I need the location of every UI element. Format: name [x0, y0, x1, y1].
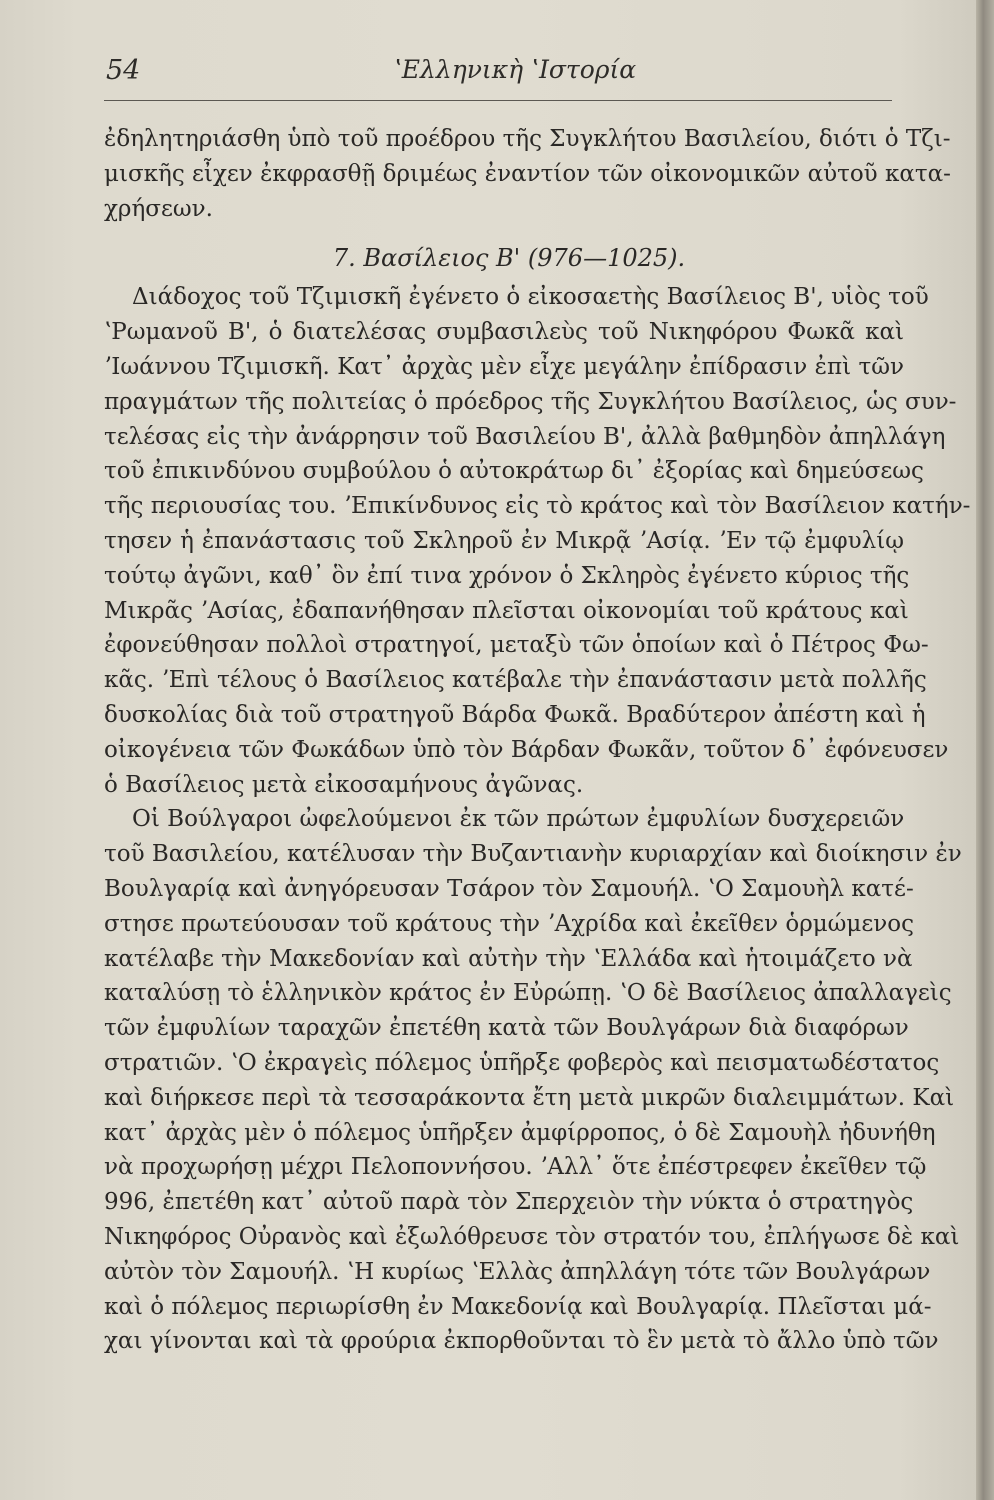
text-line: τελέσας εἰς τὴν ἀνάρρησιν τοῦ Βασιλείου Β', ἀλλὰ βαθμηδὸν ἀπηλλάγη [104, 423, 946, 450]
text-line: δυσκολίας διὰ τοῦ στρατηγοῦ Βάρδα Φωκᾶ. Βραδύτερον ἀπέστη καὶ ἡ [104, 701, 926, 728]
book-spine [976, 0, 994, 1500]
text-line: κατ᾽ ἀρχὰς μὲν ὁ πόλεμος ὑπῆρξεν ἀμφίρροπος, ὁ δὲ Σαμουὴλ ἠδυνήθη [104, 1119, 936, 1146]
text-line: τούτῳ ἀγῶνι, καθ᾽ ὃν ἐπί τινα χρόνον ὁ Σκληρὸς ἐγένετο κύριος τῆς [104, 562, 910, 589]
text-line: χαι γίνονται καὶ τὰ φρούρια ἐκπορθοῦνται τὸ ἓν μετὰ τὸ ἄλλο ὑπὸ τῶν [104, 1328, 939, 1355]
text-line: τῆς περιουσίας του. ʼΕπικίνδυνος εἰς τὸ κράτος καὶ τὸν Βασίλειον κατήν- [104, 493, 971, 520]
paragraph-basil-accession [104, 280, 971, 802]
paragraph-bulgarians [104, 802, 962, 1359]
text-line: τοῦ ἐπικινδύνου συμβούλου ὁ αὐτοκράτωρ δι᾽ ἐξορίας καὶ δημεύσεως [104, 458, 924, 485]
header-rule [104, 100, 892, 101]
text-line: τησεν ἡ ἐπανάστασις τοῦ Σκληροῦ ἐν Μικρᾷ ʼΑσίᾳ. ʼΕν τῷ ἐμφυλίῳ [104, 527, 904, 554]
running-head [100, 55, 900, 95]
text-line: κᾶς. ʼΕπὶ τέλους ὁ Βασίλειος κατέβαλε τὴν ἐπανάστασιν μετὰ πολλῆς [104, 667, 927, 694]
text-line: 996, ἐπετέθη κατ᾽ αὐτοῦ παρὰ τὸν Σπερχειὸν τὴν νύκτα ὁ στρατηγὸς [104, 1189, 914, 1216]
text-line: Βουλγαρίᾳ καὶ ἀνηγόρευσαν Τσάρον τὸν Σαμουήλ. ʽΟ Σαμουὴλ κατέ- [104, 875, 914, 902]
text-line: ἐφονεύθησαν πολλοὶ στρατηγοί, μεταξὺ τῶν ὁποίων καὶ ὁ Πέτρος Φω- [104, 632, 929, 659]
text-line: αὐτὸν τὸν Σαμουήλ. ʽΗ κυρίως ʽΕλλὰς ἀπηλλάγη τότε τῶν Βουλγάρων [104, 1258, 931, 1285]
text-line: Διάδοχος τοῦ Τζιμισκῆ ἐγένετο ὁ εἰκοσαετὴς Βασίλειος Β', υἱὸς τοῦ [132, 284, 929, 311]
text-line: πραγμάτων τῆς πολιτείας ὁ πρόεδρος τῆς Συγκλήτου Βασίλειος, ὡς συν- [104, 388, 957, 415]
running-title: ʽΕλληνικὴ ʽΙστορία [393, 55, 637, 84]
text-line: κατέλαβε τὴν Μακεδονίαν καὶ αὐτὴν τὴν ʽΕλλάδα καὶ ἡτοιμάζετο νὰ [104, 945, 913, 972]
text-line: στρατιῶν. ʽΟ ἐκραγεὶς πόλεμος ὑπῆρξε φοβερὸς καὶ πεισματωδέστατος [104, 1049, 940, 1076]
text-line: ʼΙωάννου Τζιμισκῆ. Κατ᾽ ἀρχὰς μὲν εἶχε μεγάλην ἐπίδρασιν ἐπὶ τῶν [104, 353, 904, 380]
text-line: τῶν ἐμφυλίων ταραχῶν ἐπετέθη κατὰ τῶν Βουλγάρων διὰ διαφόρων [104, 1015, 909, 1042]
text-line: ὁ Βασίλειος μετὰ εἰκοσαμήνους ἀγῶνας. [104, 771, 584, 798]
page-number: 54 [106, 55, 141, 86]
text-line: μισκῆς εἶχεν ἐκφρασθῇ δριμέως ἐναντίον τῶν οἰκονομικῶν αὐτοῦ κατα- [104, 160, 951, 187]
section-heading: 7. Βασίλειος Β' (976—1025). [332, 244, 686, 273]
text-line: καὶ διήρκεσε περὶ τὰ τεσσαράκοντα ἔτη μετὰ μικρῶν διαλειμμάτων. Καὶ [104, 1084, 955, 1111]
text-line: Οἱ Βούλγαροι ὠφελούμενοι ἐκ τῶν πρώτων ἐμφυλίων δυσχερειῶν [132, 806, 905, 833]
text-line: Νικηφόρος Οὐρανὸς καὶ ἐξωλόθρευσε τὸν στρατόν του, ἐπλήγωσε δὲ καὶ [104, 1223, 960, 1250]
text-line: στησε πρωτεύουσαν τοῦ κράτους τὴν ʼΑχρίδα καὶ ἐκεῖθεν ὁρμώμενος [104, 910, 915, 937]
text-line: ʽΡωμανοῦ Β', ὁ διατελέσας συμβασιλεὺς τοῦ Νικηφόρου Φωκᾶ καὶ [104, 319, 904, 346]
text-line: νὰ προχωρήσῃ μέχρι Πελοποννήσου. ʼΑλλ᾽ ὅτε ἐπέστρεφεν ἐκεῖθεν τῷ [104, 1154, 927, 1181]
intro-paragraph [104, 122, 951, 226]
body-text [104, 122, 971, 1359]
text-line: Μικρᾶς ʼΑσίας, ἐδαπανήθησαν πλεῖσται οἰκονομίαι τοῦ κράτους καὶ [104, 597, 909, 624]
text-line: τοῦ Βασιλείου, κατέλυσαν τὴν Βυζαντιανὴν κυριαρχίαν καὶ διοίκησιν ἐν [104, 841, 962, 868]
text-line: ἐδηλητηριάσθη ὑπὸ τοῦ προέδρου τῆς Συγκλήτου Βασιλείου, διότι ὁ Τζι- [104, 126, 951, 152]
text-line: καὶ ὁ πόλεμος περιωρίσθη ἐν Μακεδονίᾳ καὶ Βουλγαρίᾳ. Πλεῖσται μά- [104, 1293, 932, 1320]
text-line: καταλύσῃ τὸ ἑλληνικὸν κράτος ἐν Εὐρώπῃ. ʽΟ δὲ Βασίλειος ἀπαλλαγεὶς [104, 980, 952, 1007]
text-line: οἰκογένεια τῶν Φωκάδων ὑπὸ τὸν Βάρδαν Φωκᾶν, τοῦτον δ᾽ ἐφόνευσεν [104, 736, 949, 763]
text-line: χρήσεων. [104, 195, 213, 222]
